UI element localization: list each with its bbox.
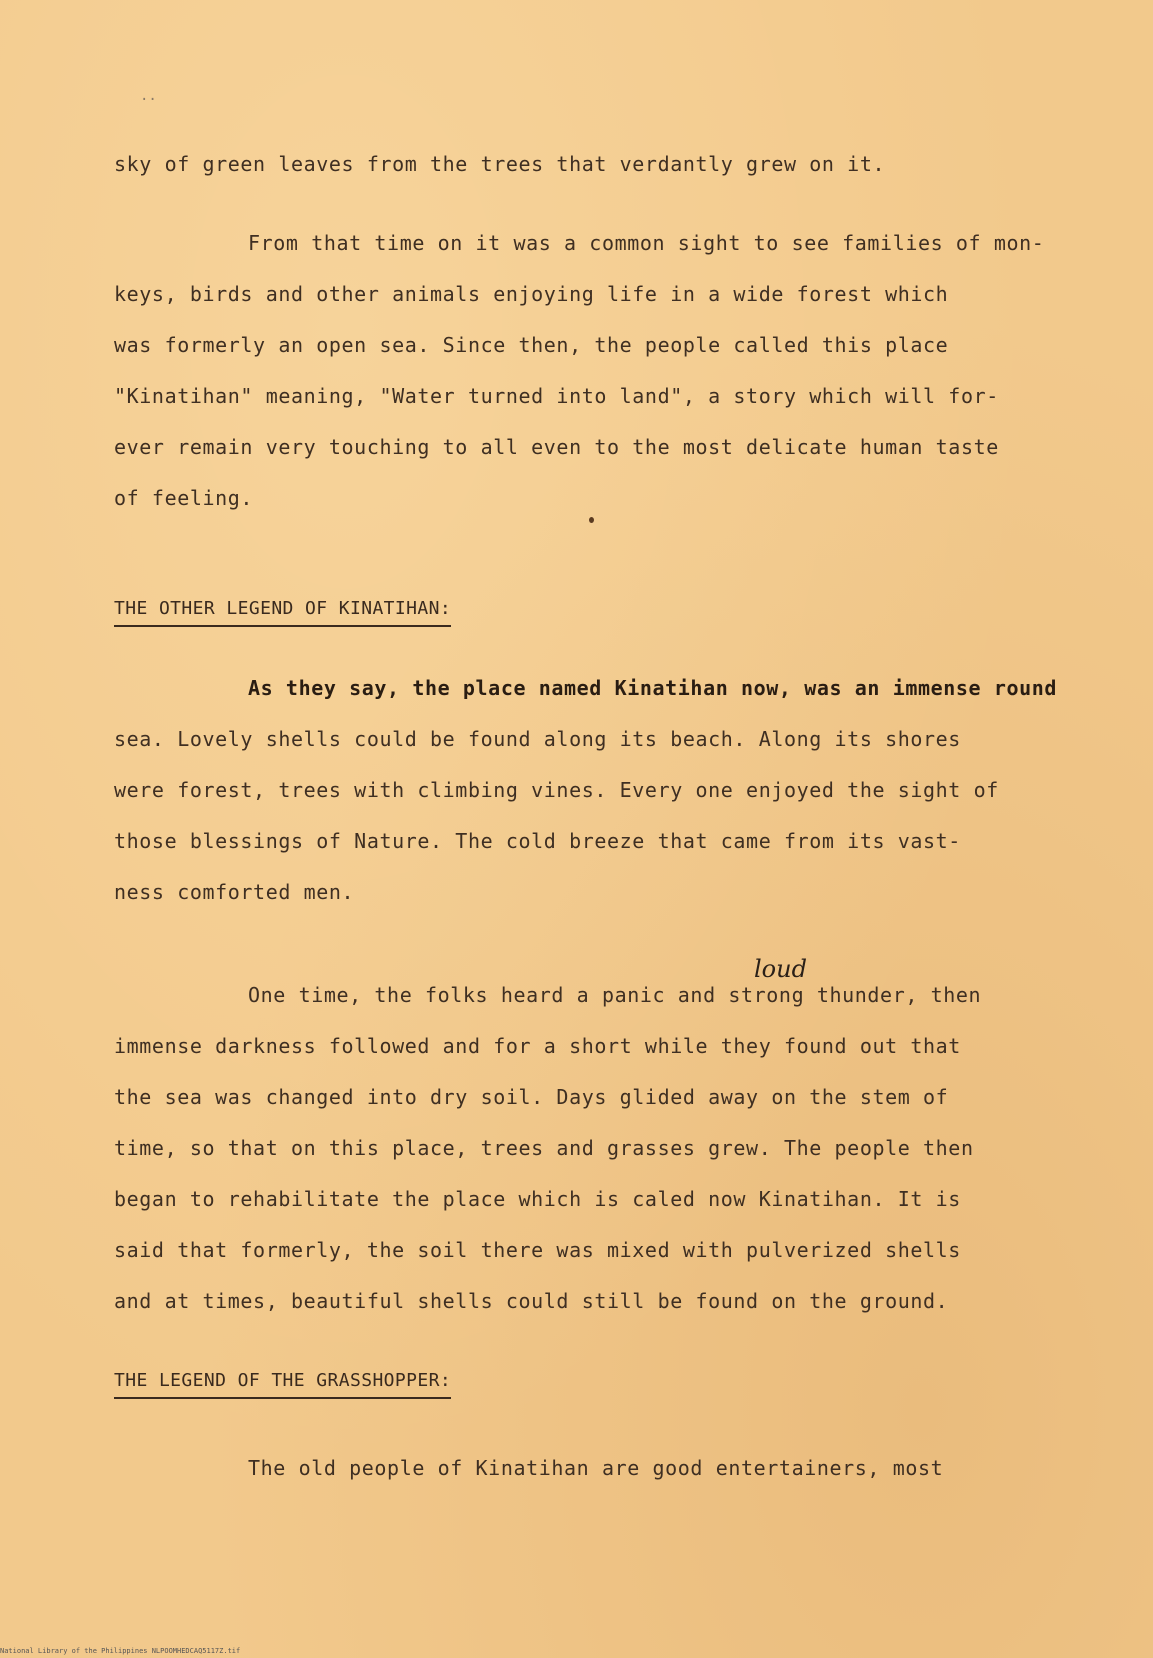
handwritten-correction: loud [754, 955, 807, 983]
paragraph2-line: sea. Lovely shells could be found along its beach. Along its shores [114, 727, 961, 751]
paragraph2-line: As they say, the place named Kinatihan now, was an immense round [248, 676, 1058, 700]
paragraph3-line: the sea was changed into dry soil. Days glided away on the stem of [114, 1085, 949, 1109]
intro-line: sky of green leaves from the trees that verdantly grew on it. [114, 152, 886, 176]
paragraph1-line: From that time on it was a common sight to see families of mon- [248, 231, 1045, 255]
paragraph1-line: "Kinatihan" meaning, "Water turned into land", a story which will for- [114, 384, 999, 408]
paragraph1-line: keys, birds and other animals enjoying life in a wide forest which [114, 282, 949, 306]
paragraph3-line: said that formerly, the soil there was mixed with pulverized shells [114, 1238, 961, 1262]
paragraph2-line: were forest, trees with climbing vines. Every one enjoyed the sight of [114, 778, 999, 802]
paragraph1-line: was formerly an open sea. Since then, the people called this place [114, 333, 949, 357]
paragraph2-line: ness comforted men. [114, 880, 355, 904]
paragraph2-line: those blessings of Nature. The cold breeze that came from its vast- [114, 829, 961, 853]
paragraph3-line: time, so that on this place, trees and grasses grew. The people then [114, 1136, 974, 1160]
ink-spot [589, 517, 594, 523]
paragraph3-line: immense darkness followed and for a short while they found out that [114, 1034, 961, 1058]
section-heading-grasshopper: THE LEGEND OF THE GRASSHOPPER: [114, 1370, 451, 1399]
paragraph1-line: ever remain very touching to all even to the most delicate human taste [114, 435, 999, 459]
top-mark: .. [140, 88, 157, 104]
paragraph3-line: One time, the folks heard a panic and strong thunder, then [248, 983, 982, 1007]
section-heading-other-legend: THE OTHER LEGEND OF KINATIHAN: [114, 598, 451, 627]
paragraph3-line: and at times, beautiful shells could still be found on the ground. [114, 1289, 949, 1313]
paragraph3-line: began to rehabilitate the place which is caled now Kinatihan. It is [114, 1187, 961, 1211]
paragraph4-line: The old people of Kinatihan are good entertainers, most [248, 1456, 944, 1480]
paragraph1-line: of feeling. [114, 486, 254, 510]
page-footer: National Library of the Philippines NLPOOMHEDCAQ5117Z.tif [0, 1647, 241, 1655]
